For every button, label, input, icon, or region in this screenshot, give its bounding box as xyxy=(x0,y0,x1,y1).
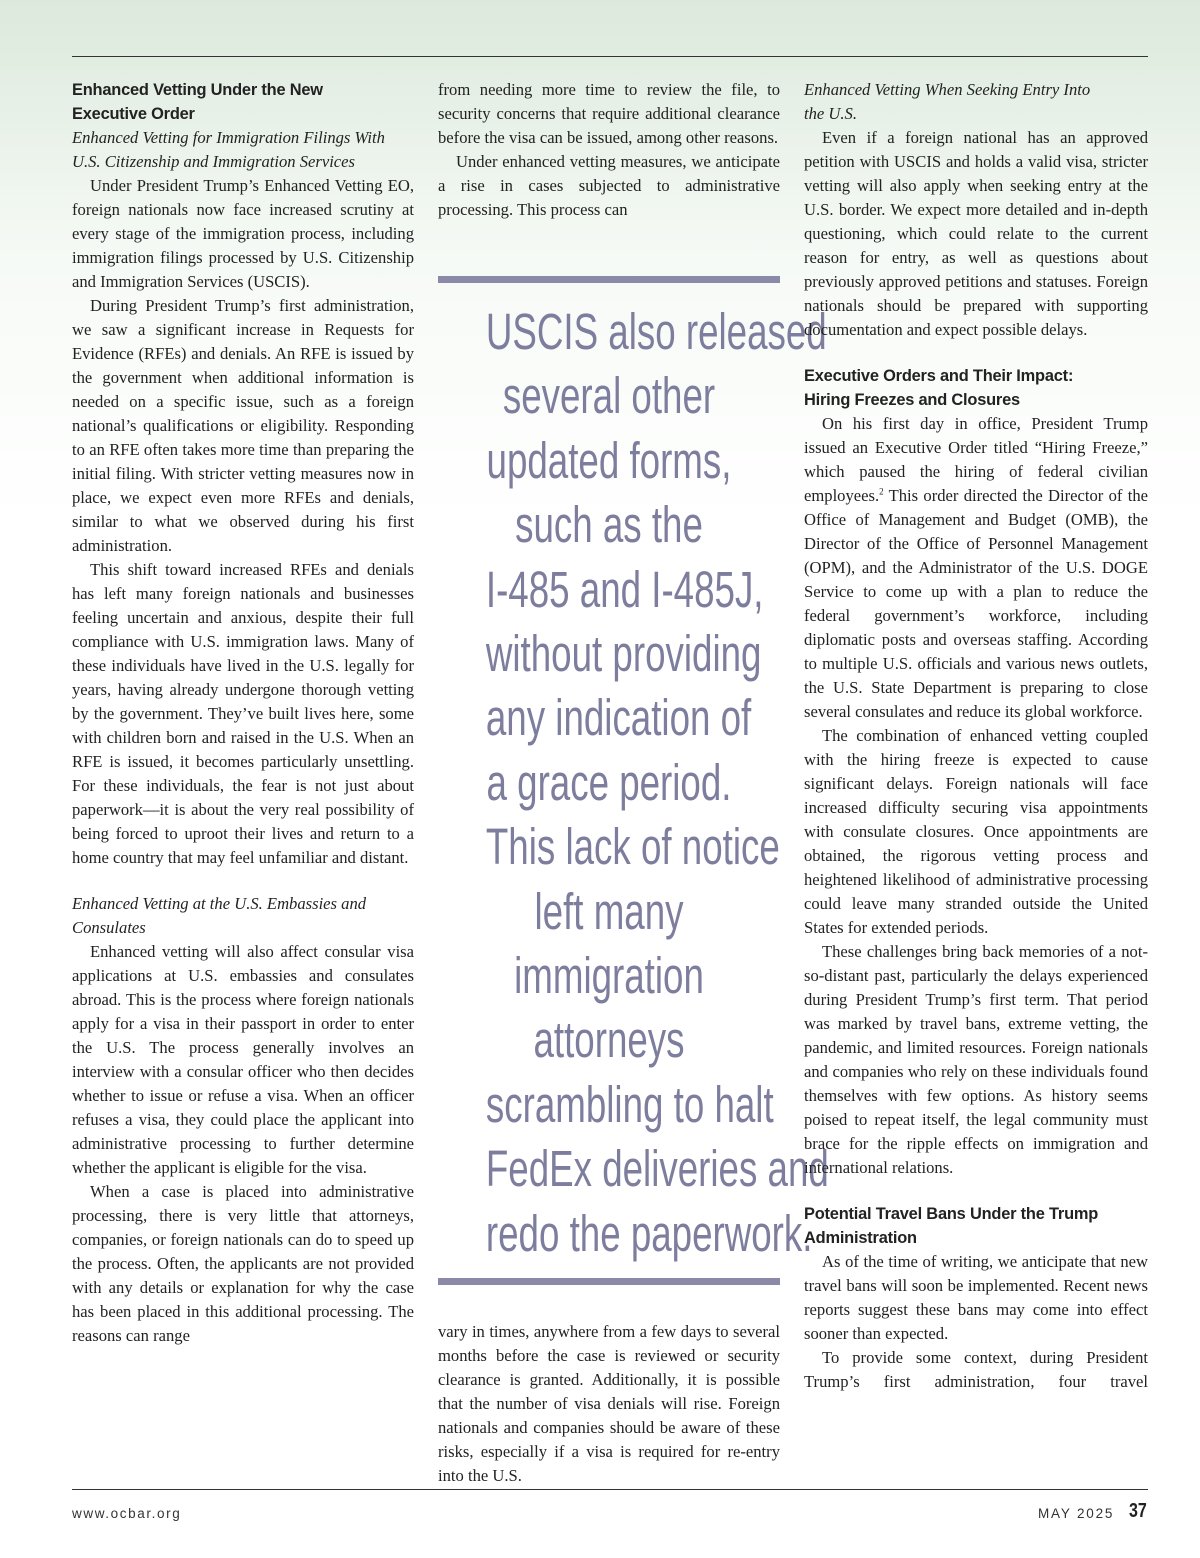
paragraph: Under enhanced vetting measures, we anticipate a rise in cases subjected to administrative processing. This process can xyxy=(438,152,780,219)
page-number: 37 xyxy=(1129,1500,1147,1522)
bottom-rule xyxy=(72,1489,1148,1490)
top-rule xyxy=(72,56,1148,57)
pullquote xyxy=(485,300,829,1266)
paragraph xyxy=(804,412,1148,724)
paragraph: Enhanced vetting will also affect consular visa applications at U.S. embassies and consulates abroad. This is the process where foreign nationals apply for a visa in their passport in order to enter the U.S. The process generally involves an interview with a consular officer who then decides whether to issue or refuse a visa. When an officer refuses a visa, they could place the applicant into administrative processing to further determine whether the applicant is eligible for the visa. xyxy=(72,942,414,1177)
heading-line: Executive Orders and Their Impact: xyxy=(804,367,1074,385)
column-2-bottom xyxy=(438,1320,780,1488)
pullquote-line: scrambling to halt xyxy=(485,1075,774,1133)
text-run: This order directed the Director of the Office of Management and Budget (OMB), the Director of the Office of Personnel Management (OPM), and the Administrator of the U.S. DOGE Service to come up with a plan to reduce the federal government’s workforce, including diplomatic posts and overseas staffing. According to multiple U.S. officials and various news outlets, the U.S. State Department is preparing to close several consulates and reduce its global workforce. xyxy=(804,486,1148,721)
paragraph: Even if a foreign national has an approved petition with USCIS and holds a valid visa, stricter vetting will also apply when seeking entry at the U.S. border. We expect more detailed and in-depth questioning, which could relate to the current reason for entry, as well as questions about previously approved petitions and statuses. Foreign nationals should be prepared with supporting documentation and expect possible delays. xyxy=(804,128,1148,339)
subheading-line: U.S. Citizenship and Immigration Services xyxy=(72,152,355,171)
pullquote-line: updated forms, xyxy=(486,431,732,489)
pullquote-line: immigration xyxy=(514,947,704,1005)
pullquote-line: attorneys xyxy=(533,1011,685,1069)
subheading-line: the U.S. xyxy=(804,104,857,123)
subheading-immigration-filings xyxy=(72,126,414,174)
heading-line: Enhanced Vetting Under the New xyxy=(72,81,323,99)
section-heading-enhanced-vetting xyxy=(72,78,414,126)
pullquote-line: FedEx deliveries and xyxy=(485,1140,829,1198)
pullquote-line: such as the xyxy=(515,496,703,554)
paragraph: To provide some context, during President Trump’s first administration, four travel xyxy=(804,1348,1148,1391)
paragraph: The combination of enhanced vetting coupled with the hiring freeze is expected to cause significant delays. Foreign nationals will face increased difficulty securing visa appointments with consulate closures. Once appointments are obtained, the rigorous vetting process and heightened likelihood of administrative processing could leave many stranded outside the United States for extended periods. xyxy=(804,726,1148,937)
subheading-line: Enhanced Vetting for Immigration Filings With xyxy=(72,128,385,147)
pullquote-line: without providing xyxy=(485,625,762,683)
pullquote-bottom-rule xyxy=(438,1278,780,1285)
paragraph: During President Trump’s first administration, we saw a significant increase in Requests for Evidence (RFEs) and denials. An RFE is issued by the government when additional information is needed on a specific issue, such as a foreign national’s qualifications or eligibility. Responding to an RFE often takes more time than preparing the initial filing. With stricter vetting measures now in place, we expect even more RFEs and denials, similar to what we observed during his first administration. xyxy=(72,296,414,555)
subheading-line: Enhanced Vetting When Seeking Entry Into xyxy=(804,80,1091,99)
paragraph: This shift toward increased RFEs and denials has left many foreign nationals and businesses feeling uncertain and anxious, despite their full compliance with U.S. immigration laws. Many of these individuals have lived in the U.S. legally for years, having already undergone thorough vetting by the government. They’ve built lives here, some with children born and raised in the U.S. When an RFE is issued, it becomes particularly unsettling. For these individuals, the fear is not just about paperwork—it is about the very real possibility of being forced to uproot their lives and return to a home country that may feel unfamiliar and distant. xyxy=(72,560,414,867)
pullquote-line: redo the paperwork. xyxy=(485,1204,813,1262)
pullquote-top-rule xyxy=(438,276,780,283)
footnote-marker: 2 xyxy=(879,486,884,497)
column-3 xyxy=(804,78,1148,1394)
footer-url[interactable]: www.ocbar.org xyxy=(72,1506,182,1521)
subheading-seeking-entry xyxy=(804,78,1148,126)
pullquote-line: This lack of notice xyxy=(485,818,780,876)
section-heading-executive-orders xyxy=(804,364,1148,412)
paragraph: vary in times, anywhere from a few days to several months before the case is reviewed or security clearance is granted. Additionally, it is possible that the number of visa denials will rise. Foreign nationals and companies should be aware of these risks, especially if a visa is required for re-entry into the U.S. xyxy=(438,1322,780,1485)
pullquote-line: any indication of xyxy=(485,689,752,747)
text-run: On his first day in office, President Trump issued an Executive Order titled “Hiring Freeze,” which paused the hiring of federal civilian employees. xyxy=(804,414,1148,505)
pullquote-line: I-485 and I-485J, xyxy=(485,560,764,618)
heading-line: Potential Travel Bans Under the Trump xyxy=(804,1205,1099,1223)
column-1 xyxy=(72,78,414,1348)
pullquote-line: left many xyxy=(534,882,684,940)
paragraph: Under President Trump’s Enhanced Vetting EO, foreign nationals now face increased scrutiny at every stage of the immigration process, including immigration filings processed by U.S. Citizenship and Immigration Services (USCIS). xyxy=(72,176,414,291)
paragraph: As of the time of writing, we anticipate that new travel bans will soon be implemented. Recent news reports suggest these bans may come into effect sooner than expected. xyxy=(804,1252,1148,1343)
pullquote-line: USCIS also released xyxy=(485,303,827,360)
paragraph: from needing more time to review the file, to security concerns that require additional clearance before the visa can be issued, among other reasons. xyxy=(438,80,780,147)
heading-line: Administration xyxy=(804,1229,917,1247)
pullquote-line: several other xyxy=(502,367,716,425)
heading-line: Hiring Freezes and Closures xyxy=(804,391,1020,409)
subheading-line: Consulates xyxy=(72,918,146,937)
paragraph: These challenges bring back memories of a not-so-distant past, particularly the delays experienced during President Trump’s first term. That period was marked by travel bans, extreme vetting, the pandemic, and limited resources. Foreign nationals and companies who rely on these individuals found themselves with few options. As history seems poised to repeat itself, the legal community must brace for the ripple effects on immigration and international relations. xyxy=(804,942,1148,1177)
column-2-top xyxy=(438,78,780,222)
subheading-line: Enhanced Vetting at the U.S. Embassies and xyxy=(72,894,367,913)
pullquote-line: a grace period. xyxy=(486,753,732,811)
subheading-embassies-consulates xyxy=(72,892,414,940)
heading-line: Executive Order xyxy=(72,105,195,123)
section-heading-travel-bans xyxy=(804,1202,1148,1250)
paragraph: When a case is placed into administrative processing, there is very little that attorneys, companies, or foreign nationals can do to speed up the process. Often, the applicants are not provided with any details or explanation for why the case has been placed in this additional processing. The reasons can range xyxy=(72,1182,414,1345)
footer-date: MAY 2025 xyxy=(1038,1506,1115,1521)
